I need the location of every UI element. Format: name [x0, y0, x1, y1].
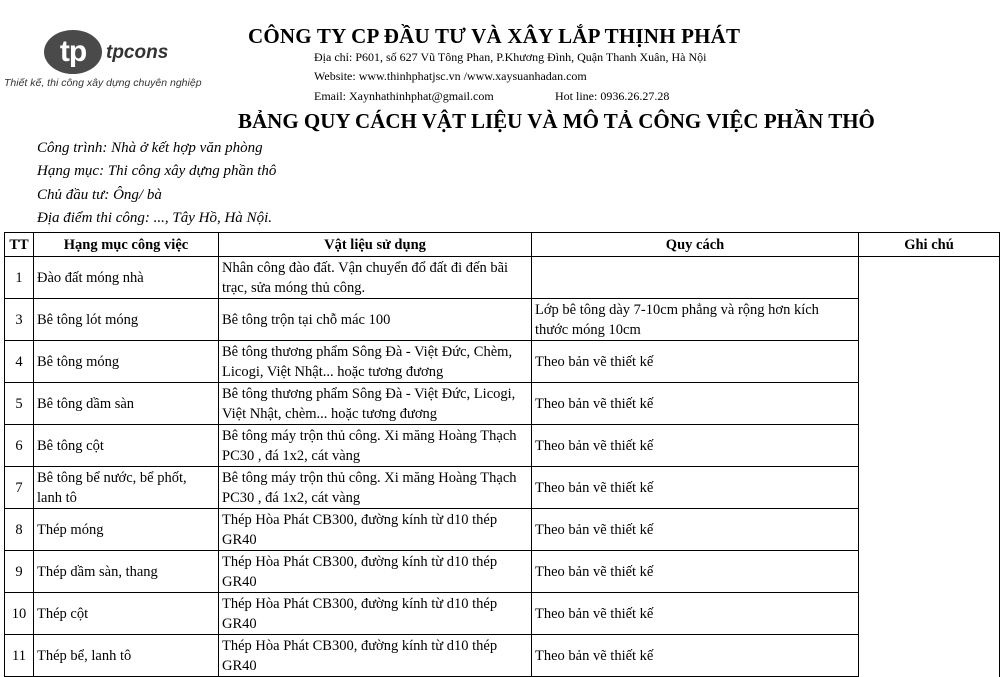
row-number-cell: 10	[5, 593, 34, 635]
row-number-cell: 9	[5, 551, 34, 593]
note-cell	[859, 383, 1000, 425]
logo-wordmark: tpcons	[106, 42, 169, 63]
row-number-cell: 1	[5, 257, 34, 299]
table-row	[5, 467, 1000, 509]
row-number-cell: 7	[5, 467, 34, 509]
material-cell: Thép Hòa Phát CB300, đường kính từ d10 thép GR40	[219, 635, 532, 677]
specification-cell: Theo bản vẽ thiết kế	[532, 509, 859, 551]
table-row	[5, 341, 1000, 383]
row-number-cell: 8	[5, 509, 34, 551]
work-item-cell: Thép dầm sàn, thang	[34, 551, 219, 593]
project-owner: Chủ đầu tư: Ông/ bà	[37, 187, 162, 203]
note-cell	[859, 467, 1000, 509]
table-body	[5, 257, 1000, 677]
specification-cell	[532, 257, 859, 299]
column-header-spec: Quy cách	[532, 233, 859, 257]
material-cell: Bê tông máy trộn thủ công. Xi măng Hoàng Thạch PC30 , đá 1x2, cát vàng	[219, 425, 532, 467]
material-cell: Thép Hòa Phát CB300, đường kính từ d10 thép GR40	[219, 509, 532, 551]
specification-cell: Theo bản vẽ thiết kế	[532, 551, 859, 593]
table-header-row	[5, 233, 1000, 257]
note-cell	[859, 425, 1000, 467]
company-hotline: Hot line: 0936.26.27.28	[555, 89, 670, 103]
table-row	[5, 635, 1000, 677]
work-item-cell: Thép cột	[34, 593, 219, 635]
project-category: Hạng mục: Thi công xây dựng phần thô	[37, 163, 277, 179]
specification-cell: Theo bản vẽ thiết kế	[532, 383, 859, 425]
material-cell: Bê tông thương phẩm Sông Đà - Việt Đức, Chèm, Licogi, Việt Nhật... hoặc tương đương	[219, 341, 532, 383]
company-website: Website: www.thinhphatjsc.vn /www.xaysuanhadan.com	[314, 69, 587, 83]
company-email: Email: Xaynhathinhphat@gmail.com	[314, 89, 494, 103]
material-spec-table	[4, 232, 1000, 677]
material-cell: Bê tông máy trộn thủ công. Xi măng Hoàng Thạch PC30 , đá 1x2, cát vàng	[219, 467, 532, 509]
work-item-cell: Bê tông bể nước, bể phốt, lanh tô	[34, 467, 219, 509]
work-item-cell: Bê tông móng	[34, 341, 219, 383]
note-cell	[859, 341, 1000, 383]
material-cell: Thép Hòa Phát CB300, đường kính từ d10 thép GR40	[219, 593, 532, 635]
note-cell	[859, 509, 1000, 551]
project-name: Công trình: Nhà ở kết hợp văn phòng	[37, 140, 263, 156]
row-number-cell: 6	[5, 425, 34, 467]
work-item-cell: Bê tông dầm sàn	[34, 383, 219, 425]
project-location: Địa điểm thi công: ..., Tây Hồ, Hà Nội.	[37, 210, 272, 226]
material-cell: Thép Hòa Phát CB300, đường kính từ d10 thép GR40	[219, 551, 532, 593]
specification-cell: Theo bản vẽ thiết kế	[532, 467, 859, 509]
note-cell	[859, 551, 1000, 593]
table-row	[5, 551, 1000, 593]
column-header-item: Hạng mục công việc	[34, 233, 219, 257]
work-item-cell: Thép móng	[34, 509, 219, 551]
company-name: CÔNG TY CP ĐẦU TƯ VÀ XÂY LẮP THỊNH PHÁT	[248, 24, 741, 48]
material-cell: Bê tông thương phẩm Sông Đà - Việt Đức, Licogi, Việt Nhật, chèm... hoặc tương đương	[219, 383, 532, 425]
row-number-cell: 5	[5, 383, 34, 425]
row-number-cell: 11	[5, 635, 34, 677]
column-header-note: Ghi chú	[859, 233, 1000, 257]
specification-cell: Theo bản vẽ thiết kế	[532, 341, 859, 383]
table-row	[5, 425, 1000, 467]
table-row	[5, 299, 1000, 341]
specification-cell: Theo bản vẽ thiết kế	[532, 425, 859, 467]
work-item-cell: Bê tông lót móng	[34, 299, 219, 341]
material-cell: Bê tông trộn tại chỗ mác 100	[219, 299, 532, 341]
logo-mark: tp	[44, 30, 102, 74]
specification-cell: Theo bản vẽ thiết kế	[532, 593, 859, 635]
material-cell: Nhân công đào đất. Vận chuyển đổ đất đi đến bãi trạc, sửa móng thủ công.	[219, 257, 532, 299]
column-header-tt: TT	[5, 233, 34, 257]
note-cell	[859, 635, 1000, 677]
company-slogan: Thiết kế, thi công xây dựng chuyên nghiệp	[4, 77, 202, 89]
company-address: Địa chỉ: P601, số 627 Vũ Tông Phan, P.Khương Đình, Quận Thanh Xuân, Hà Nội	[314, 50, 707, 64]
note-cell	[859, 299, 1000, 341]
row-number-cell: 3	[5, 299, 34, 341]
table-row	[5, 593, 1000, 635]
column-header-material: Vật liệu sử dụng	[219, 233, 532, 257]
work-item-cell: Bê tông cột	[34, 425, 219, 467]
document-title: BẢNG QUY CÁCH VẬT LIỆU VÀ MÔ TẢ CÔNG VIỆC PHẦN THÔ	[238, 109, 875, 133]
work-item-cell: Đào đất móng nhà	[34, 257, 219, 299]
table-row	[5, 383, 1000, 425]
note-cell	[859, 593, 1000, 635]
specification-cell: Theo bản vẽ thiết kế	[532, 635, 859, 677]
row-number-cell: 4	[5, 341, 34, 383]
note-cell	[859, 257, 1000, 299]
work-item-cell: Thép bể, lanh tô	[34, 635, 219, 677]
table-row	[5, 509, 1000, 551]
specification-cell: Lớp bê tông dày 7-10cm phẳng và rộng hơn kích thước móng 10cm	[532, 299, 859, 341]
table-row	[5, 257, 1000, 299]
